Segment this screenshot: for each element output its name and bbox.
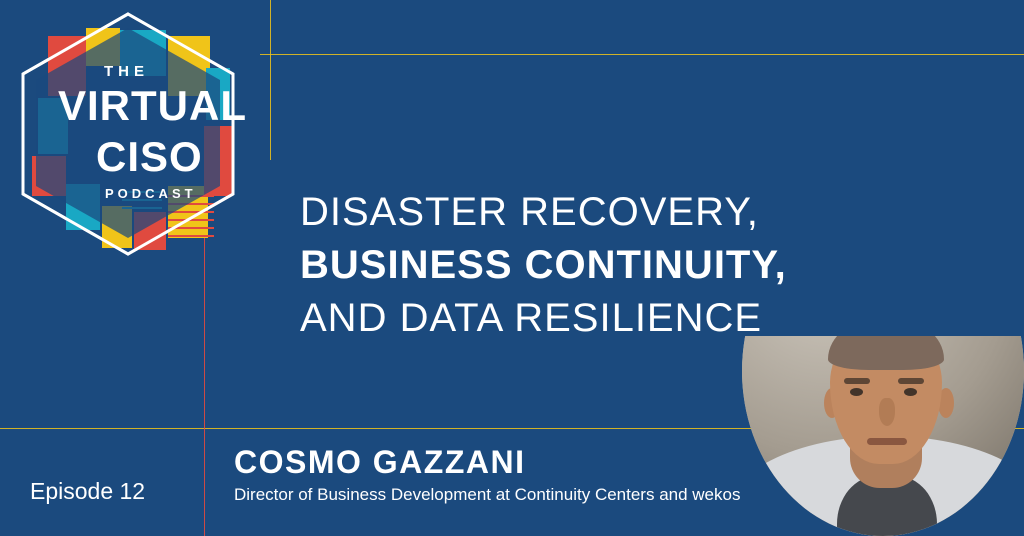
photo-eyebrow-right bbox=[898, 378, 924, 384]
title-line-2: BUSINESS CONTINUITY, bbox=[300, 243, 787, 287]
podcast-logo bbox=[18, 6, 268, 296]
title-line-1: DISASTER RECOVERY, bbox=[300, 190, 759, 234]
photo-hair bbox=[828, 336, 944, 370]
episode-title bbox=[300, 186, 920, 345]
logo-text-podcast: PODCAST bbox=[105, 186, 197, 201]
episode-number: Episode 12 bbox=[30, 478, 146, 504]
logo-text-ciso: CISO bbox=[96, 133, 203, 180]
logo-text-virtual: VIRTUAL bbox=[58, 82, 247, 129]
photo-eye-right bbox=[904, 388, 917, 396]
photo-mouth bbox=[867, 438, 907, 445]
guest-role: Director of Business Development at Continuity Centers and wekos bbox=[234, 485, 741, 504]
photo-nose bbox=[879, 398, 895, 426]
photo-eyebrow-left bbox=[844, 378, 870, 384]
title-line-3: AND DATA RESILIENCE bbox=[300, 296, 763, 340]
logo-text-the: THE bbox=[104, 63, 149, 80]
guest-name: COSMO GAZZANI bbox=[234, 444, 526, 480]
grid-line-horizontal-top bbox=[260, 54, 1024, 55]
avatar bbox=[742, 336, 1024, 536]
photo-eye-left bbox=[850, 388, 863, 396]
logo-hexagon-icon bbox=[18, 6, 268, 296]
guest-photo bbox=[742, 336, 1024, 536]
grid-line-vertical-yellow bbox=[270, 0, 271, 160]
